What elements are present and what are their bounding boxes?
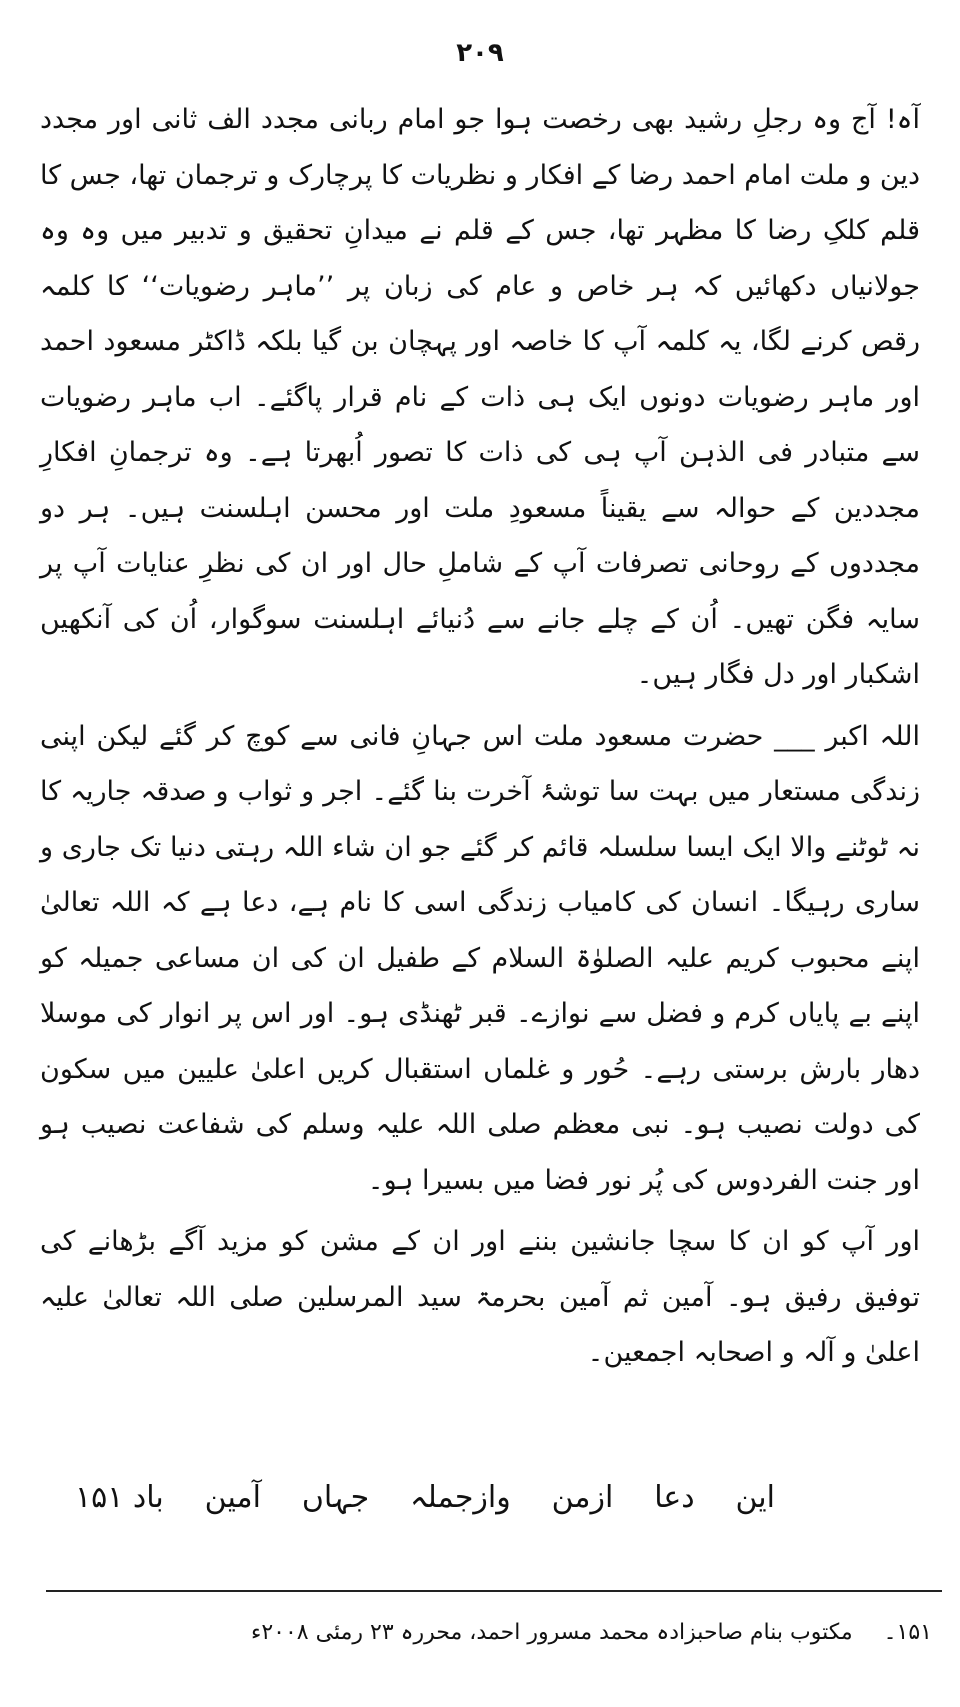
page-number: ۲۰۹ bbox=[456, 38, 504, 68]
dua-word: آمین bbox=[204, 1480, 261, 1515]
dua-word: این bbox=[735, 1480, 775, 1515]
paragraph: آہ! آج وہ رجلِ رشید بھی رخصت ہوا جو امام ربانی مجدد الف ثانی اور مجدد دین و ملت امام احمد رضا کے افکار و نظریات کا پرچارک و ترجمان تھا، جس کا قلم کلکِ رضا کا مظہر تھا، جس کے قلم نے میدانِ تحقیق و تدبیر میں وہ وہ جولانیاں دکھائیں کہ ہر خاص و عام کی زبان پر ’’ماہر رضویات‘‘ کا کلمہ رقص کرنے لگا، یہ کلمہ آپ کا خاصہ اور پہچان بن گیا بلکہ ڈاکٹر مسعود احمد اور ماہر رضویات دونوں ایک ہی ذات کے نام قرار پاگئے۔ اب ماہر رضویات سے متبادر فی الذہن آپ ہی کی ذات کا تصور اُبھرتا ہے۔ وہ ترجمانِ افکارِ مجددین کے حوالہ سے یقیناً مسعودِ ملت اور محسن اہلسنت ہیں۔ ہر دو مجددوں کے روحانی تصرفات آپ کے شاملِ حال اور ان کی نظرِ عنایات آپ پر سایہ فگن تھیں۔ اُن کے چلے جانے سے دُنیائے اہلسنت سوگوار، اُن کی آنکھیں اشکبار اور دل فگار ہیں۔ bbox=[40, 104, 920, 690]
footnote-divider bbox=[46, 1590, 942, 1592]
dua-word: دعا bbox=[654, 1480, 695, 1515]
dua-word: باد ۱۵۱ bbox=[75, 1480, 164, 1515]
footnote bbox=[251, 1620, 932, 1645]
footnote-number: ۱۵۱۔ bbox=[883, 1620, 932, 1645]
dua-word: ازمن bbox=[551, 1480, 614, 1515]
closing-dua bbox=[75, 1480, 775, 1515]
dua-word: وازجملہ bbox=[409, 1480, 511, 1515]
footnote-text: مکتوب بنام صاحبزادہ محمد مسرور احمد، محررہ ۲۳ رمئی ۲۰۰۸ء bbox=[251, 1620, 853, 1645]
body-text bbox=[40, 92, 920, 1381]
paragraph: اور آپ کو ان کا سچا جانشین بننے اور ان کے مشن کو مزید آگے بڑھانے کی توفیق رفیق ہو۔ آمین ثم آمین بحرمۃ سید المرسلین صلی اللہ تعالیٰ علیہ اعلیٰ و آلہ و اصحابہ اجمعین۔ bbox=[40, 1226, 920, 1368]
dua-word: جہاں bbox=[301, 1480, 370, 1515]
paragraph: اللہ اکبر ___ حضرت مسعود ملت اس جہانِ فانی سے کوچ کر گئے لیکن اپنی زندگی مستعار میں بہت سا توشۂ آخرت بنا گئے۔ اجر و ثواب و صدقہ جاریہ کا نہ ٹوٹنے والا ایک ایسا سلسلہ قائم کر گئے جو ان شاء اللہ رہتی دنیا تک جاری و ساری رہیگا۔ انسان کی کامیاب زندگی اسی کا نام ہے، دعا ہے کہ اللہ تعالیٰ اپنے محبوب کریم علیہ الصلوٰۃ السلام کے طفیل ان کی ان مساعی جمیلہ کو اپنے بے پایاں کرم و فضل سے نوازے۔ قبر ٹھنڈی ہو۔ اور اس پر انوار کی موسلا دھار بارش برستی رہے۔ حُور و غلماں استقبال کریں اعلیٰ علیین میں سکون کی دولت نصیب ہو۔ نبی معظم صلی اللہ علیہ وسلم کی شفاعت نصیب ہو اور جنت الفردوس کی پُر نور فضا میں بسیرا ہو۔ bbox=[40, 720, 920, 1196]
